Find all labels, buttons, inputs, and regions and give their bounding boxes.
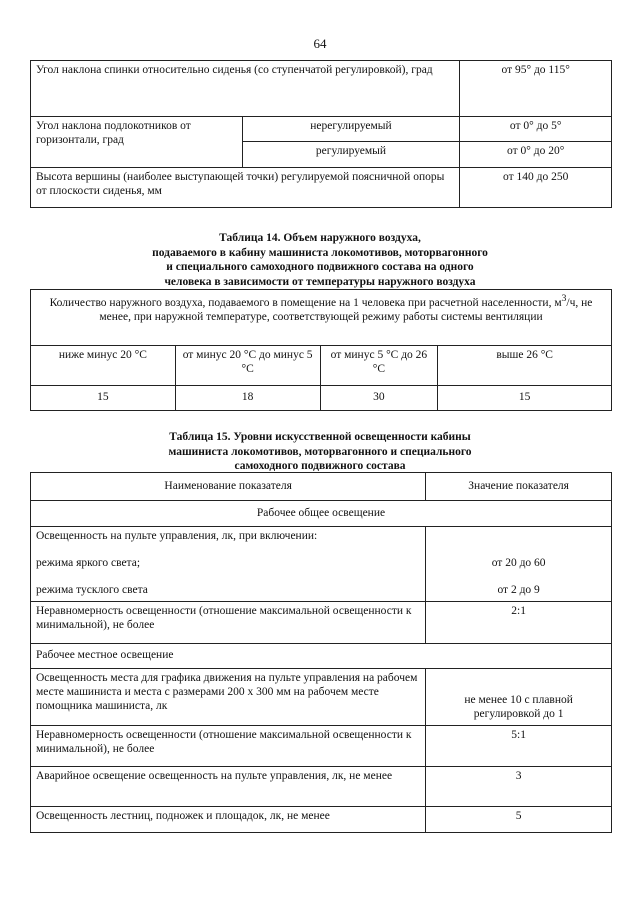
header-text-pre: Количество наружного воздуха, подаваемого в помещение на 1 человека при расчетной населенности, м (49, 296, 562, 309)
table14-caption-line: подаваемого в кабину машиниста локомотивов, моторвагонного (152, 246, 488, 259)
temp-range-cell: от минус 5 °С до 26 °С (320, 346, 438, 386)
temp-range-cell: выше 26 °С (438, 346, 612, 386)
console-illumination-values (426, 527, 612, 602)
table15-caption-line: Таблица 15. Уровни искусственной освещенности кабины (169, 431, 471, 443)
table14-caption-line: Таблица 14. Объем наружного воздуха, (219, 232, 421, 244)
local-illumination-value: не менее 10 с плавной регулировкой до 1 (426, 669, 612, 726)
bright-mode-label: режима яркого света; (36, 556, 141, 569)
section-local-lighting: Рабочее местное освещение (31, 644, 612, 669)
emergency-lighting-value: 3 (426, 767, 612, 807)
air-volume-cell: 18 (175, 386, 320, 411)
unevenness-local-label: Неравномерность освещенности (отношение максимальной освещенности к минимальной), не более (31, 726, 426, 767)
air-volume-cell: 15 (438, 386, 612, 411)
armrest-value-fixed: от 0° до 5° (460, 117, 612, 142)
table15-caption (0, 430, 640, 474)
header-text-post: /ч, не менее, при наружной температуре, соответствующей режиму работы системы вентиляции (99, 296, 593, 323)
section-general-lighting: Рабочее общее освещение (31, 501, 612, 527)
dim-mode-label: режима тусклого света (36, 583, 148, 596)
bright-mode-value: от 20 до 60 (491, 557, 546, 569)
table14-caption-line: и специального самоходного подвижного состава на одного (166, 261, 474, 274)
temp-range-cell: ниже минус 20 °С (31, 346, 176, 386)
outdoor-air-table (30, 289, 612, 411)
column-header-name: Наименование показателя (31, 473, 426, 501)
air-volume-cell: 15 (31, 386, 176, 411)
column-header-value: Значение показателя (426, 473, 612, 501)
lumbar-height-value: от 140 до 250 (460, 168, 612, 208)
console-illumination-cell (31, 527, 426, 602)
temp-range-cell: от минус 20 °С до минус 5 °С (175, 346, 320, 386)
armrest-value-adjustable: от 0° до 20° (460, 142, 612, 168)
outdoor-air-header (31, 290, 612, 346)
lighting-levels-table (30, 472, 612, 833)
dim-mode-value: от 2 до 9 (497, 583, 540, 596)
table15-caption-line: самоходного подвижного состава (234, 460, 406, 473)
seat-parameters-table (30, 60, 612, 208)
armrest-angle-label: Угол наклона подлокотников от горизонтали, град (31, 117, 243, 168)
page-number: 64 (313, 36, 327, 51)
emergency-lighting-label: Аварийное освещение освещенность на пульте управления, лк, не менее (31, 767, 426, 807)
console-illumination-label: Освещенность на пульте управления, лк, при включении: (36, 530, 318, 542)
stairs-illumination-label: Освещенность лестниц, подножек и площадок, лк, не менее (31, 807, 426, 833)
unevenness-general-value: 2:1 (426, 602, 612, 644)
lumbar-height-label: Высота вершины (наиболее выступающей точки) регулируемой поясничной опоры от плоскости сиденья, мм (31, 168, 460, 208)
table15-caption-line: машиниста локомотивов, моторвагонного и специального (168, 445, 472, 458)
stairs-illumination-value: 5 (426, 807, 612, 833)
unevenness-local-value: 5:1 (426, 726, 612, 767)
local-illumination-label: Освещенность места для графика движения на пульте управления на рабочем месте машиниста и места с размерами 200 х 300 мм на рабочем месте помощника машиниста, лк (31, 669, 426, 726)
header-superscript: 3 (561, 293, 567, 304)
table14-caption-line: человека в зависимости от температуры наружного воздуха (164, 276, 476, 289)
backrest-angle-value: от 95° до 115° (460, 61, 612, 117)
armrest-type-adjustable: регулируемый (242, 142, 460, 168)
backrest-angle-label: Угол наклона спинки относительно сиденья (со ступенчатой регулировкой), град (31, 61, 460, 117)
armrest-type-fixed: нерегулируемый (242, 117, 460, 142)
air-volume-cell: 30 (320, 386, 438, 411)
table14-caption (0, 231, 640, 290)
unevenness-general-label: Неравномерность освещенности (отношение максимальной освещенности к минимальной), не более (31, 602, 426, 644)
